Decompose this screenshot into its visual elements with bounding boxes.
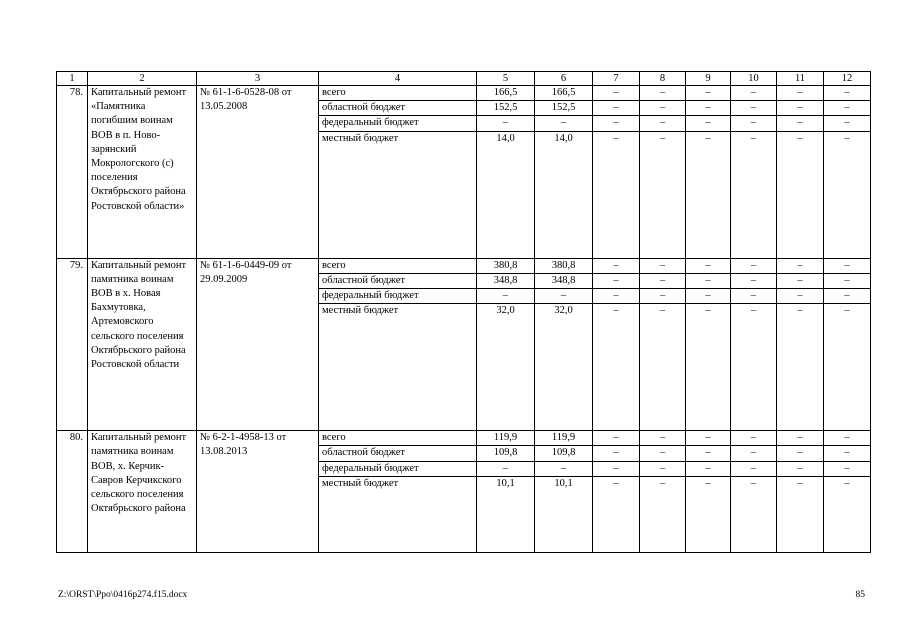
value-cell: – [686, 431, 731, 446]
row-number: 78. [57, 86, 88, 259]
value-cell: – [640, 476, 686, 552]
object-name: Капитальный ремонт памятника воинам ВОВ в х. Новая Бахмутовка, Артемовского сельского поселения Октябрьского района Ростовской области [88, 258, 197, 431]
column-header: 6 [535, 72, 593, 86]
value-cell: – [640, 258, 686, 273]
object-name: Капитальный ремонт «Памятника погибшим воинам ВОВ в п. Ново-зарянский Мокрологского (с) поселения Октябрьского района Ростовской области» [88, 86, 197, 259]
file-path: Z:\ORST\Ppo\0416p274.f15.docx [58, 590, 188, 600]
value-cell: – [824, 131, 871, 258]
funding-source: всего [319, 86, 477, 101]
value-cell: – [731, 131, 777, 258]
value-cell: – [824, 446, 871, 461]
value-cell: – [686, 289, 731, 304]
value-total: 152,5 [477, 101, 535, 116]
value-cell: – [640, 116, 686, 131]
value-cell: – [686, 116, 731, 131]
value-cell: – [640, 101, 686, 116]
column-header: 8 [640, 72, 686, 86]
row-number: 80. [57, 431, 88, 553]
value-total: 348,8 [477, 273, 535, 288]
value-cell: – [593, 289, 640, 304]
value-cell: – [686, 476, 731, 552]
object-name: Капитальный ремонт памятника воинам ВОВ, х. Керчик-Савров Керчикского сельского поселения Октябрьского района [88, 431, 197, 553]
value-cell: – [593, 304, 640, 431]
value-year: 10,1 [535, 476, 593, 552]
expertise-reference: № 61-1-6-0449-09 от 29.09.2009 [197, 258, 319, 431]
value-year: 348,8 [535, 273, 593, 288]
value-total: 380,8 [477, 258, 535, 273]
value-cell: – [686, 304, 731, 431]
value-cell: – [640, 446, 686, 461]
value-cell: – [824, 289, 871, 304]
funding-source: федеральный бюджет [319, 116, 477, 131]
value-cell: – [593, 101, 640, 116]
value-cell: – [824, 101, 871, 116]
value-cell: – [686, 461, 731, 476]
value-year: 119,9 [535, 431, 593, 446]
value-year: – [535, 289, 593, 304]
value-cell: – [777, 476, 824, 552]
column-header: 9 [686, 72, 731, 86]
budget-table [56, 71, 871, 553]
value-cell: – [777, 304, 824, 431]
value-cell: – [686, 101, 731, 116]
value-cell: – [777, 446, 824, 461]
value-cell: – [640, 304, 686, 431]
funding-source: всего [319, 258, 477, 273]
value-cell: – [593, 431, 640, 446]
row-number: 79. [57, 258, 88, 431]
value-cell: – [731, 289, 777, 304]
funding-source: областной бюджет [319, 273, 477, 288]
value-year: 152,5 [535, 101, 593, 116]
value-total: – [477, 289, 535, 304]
value-cell: – [593, 476, 640, 552]
value-total: 109,8 [477, 446, 535, 461]
value-cell: – [640, 431, 686, 446]
value-year: 166,5 [535, 86, 593, 101]
value-cell: – [777, 116, 824, 131]
value-cell: – [777, 101, 824, 116]
column-header: 10 [731, 72, 777, 86]
value-cell: – [731, 116, 777, 131]
value-cell: – [777, 86, 824, 101]
value-total: 32,0 [477, 304, 535, 431]
value-cell: – [593, 86, 640, 101]
value-cell: – [777, 461, 824, 476]
value-cell: – [731, 273, 777, 288]
expertise-reference: № 61-1-6-0528-08 от 13.05.2008 [197, 86, 319, 259]
value-cell: – [593, 116, 640, 131]
table-row [57, 258, 871, 273]
value-cell: – [731, 431, 777, 446]
value-cell: – [824, 461, 871, 476]
value-cell: – [731, 101, 777, 116]
value-cell: – [593, 446, 640, 461]
value-total: 119,9 [477, 431, 535, 446]
value-cell: – [640, 131, 686, 258]
column-header: 2 [88, 72, 197, 86]
value-total: 166,5 [477, 86, 535, 101]
column-header: 3 [197, 72, 319, 86]
value-total: 10,1 [477, 476, 535, 552]
value-year: 380,8 [535, 258, 593, 273]
value-total: – [477, 461, 535, 476]
value-cell: – [824, 86, 871, 101]
value-cell: – [640, 273, 686, 288]
column-header: 1 [57, 72, 88, 86]
value-cell: – [731, 461, 777, 476]
value-cell: – [777, 258, 824, 273]
value-cell: – [777, 431, 824, 446]
column-header: 12 [824, 72, 871, 86]
value-cell: – [777, 131, 824, 258]
funding-source: федеральный бюджет [319, 461, 477, 476]
value-cell: – [731, 476, 777, 552]
value-cell: – [686, 273, 731, 288]
column-header: 7 [593, 72, 640, 86]
column-header: 4 [319, 72, 477, 86]
expertise-reference: № 6-2-1-4958-13 от 13.08.2013 [197, 431, 319, 553]
value-cell: – [686, 131, 731, 258]
value-year: 109,8 [535, 446, 593, 461]
value-cell: – [640, 86, 686, 101]
column-header: 11 [777, 72, 824, 86]
value-year: – [535, 461, 593, 476]
value-cell: – [777, 289, 824, 304]
value-year: 32,0 [535, 304, 593, 431]
value-cell: – [593, 273, 640, 288]
value-cell: – [593, 258, 640, 273]
value-cell: – [731, 258, 777, 273]
value-year: – [535, 116, 593, 131]
value-total: – [477, 116, 535, 131]
value-cell: – [824, 258, 871, 273]
value-cell: – [824, 273, 871, 288]
value-cell: – [640, 461, 686, 476]
value-total: 14,0 [477, 131, 535, 258]
value-cell: – [824, 116, 871, 131]
value-cell: – [824, 476, 871, 552]
value-cell: – [640, 289, 686, 304]
value-cell: – [731, 86, 777, 101]
column-header: 5 [477, 72, 535, 86]
funding-source: всего [319, 431, 477, 446]
funding-source: областной бюджет [319, 101, 477, 116]
value-cell: – [686, 258, 731, 273]
table-row [57, 431, 871, 446]
table-row [57, 86, 871, 101]
value-cell: – [824, 304, 871, 431]
value-cell: – [777, 273, 824, 288]
value-cell: – [731, 304, 777, 431]
funding-source: областной бюджет [319, 446, 477, 461]
value-cell: – [731, 446, 777, 461]
value-cell: – [593, 461, 640, 476]
funding-source: федеральный бюджет [319, 289, 477, 304]
page-number: 85 [855, 590, 865, 600]
funding-source: местный бюджет [319, 304, 477, 431]
value-cell: – [686, 446, 731, 461]
column-number-row [57, 72, 871, 86]
funding-source: местный бюджет [319, 476, 477, 552]
value-cell: – [686, 86, 731, 101]
value-year: 14,0 [535, 131, 593, 258]
value-cell: – [593, 131, 640, 258]
funding-source: местный бюджет [319, 131, 477, 258]
value-cell: – [824, 431, 871, 446]
